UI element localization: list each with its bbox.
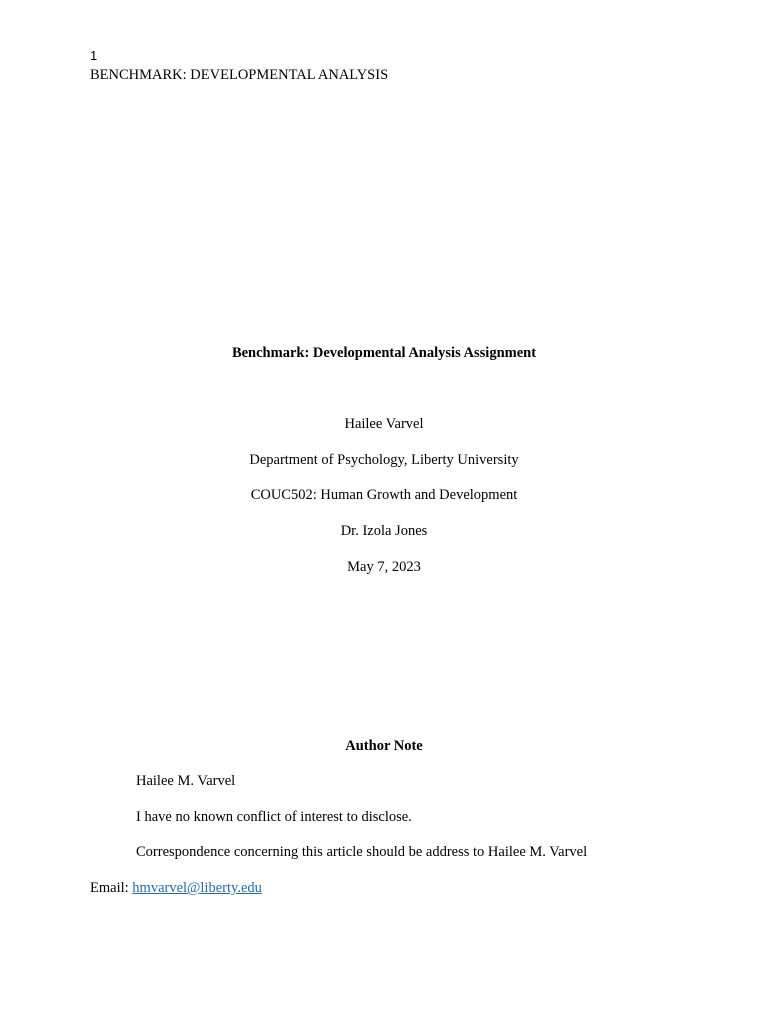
email-link[interactable]: hmvarvel@liberty.edu [132,880,262,896]
email-label: Email: [90,880,129,896]
paper-title: Benchmark: Developmental Analysis Assignment [231,345,537,361]
page-number: 1 [90,48,98,63]
instructor-name: Dr. Izola Jones [340,523,428,539]
author-note-name: Hailee M. Varvel [136,773,236,789]
course-name: COUC502: Human Growth and Development [250,487,518,503]
author-name: Hailee Varvel [344,416,424,432]
running-head: BENCHMARK: DEVELOPMENTAL ANALYSIS [90,67,389,83]
conflict-statement: I have no known conflict of interest to disclose. [136,809,412,825]
author-affiliation: Department of Psychology, Liberty University [249,452,519,468]
email-line [90,879,262,897]
author-note-heading: Author Note [345,738,423,754]
due-date: May 7, 2023 [347,559,421,575]
correspondence-statement: Correspondence concerning this article should be address to Hailee M. Varvel [136,844,588,860]
